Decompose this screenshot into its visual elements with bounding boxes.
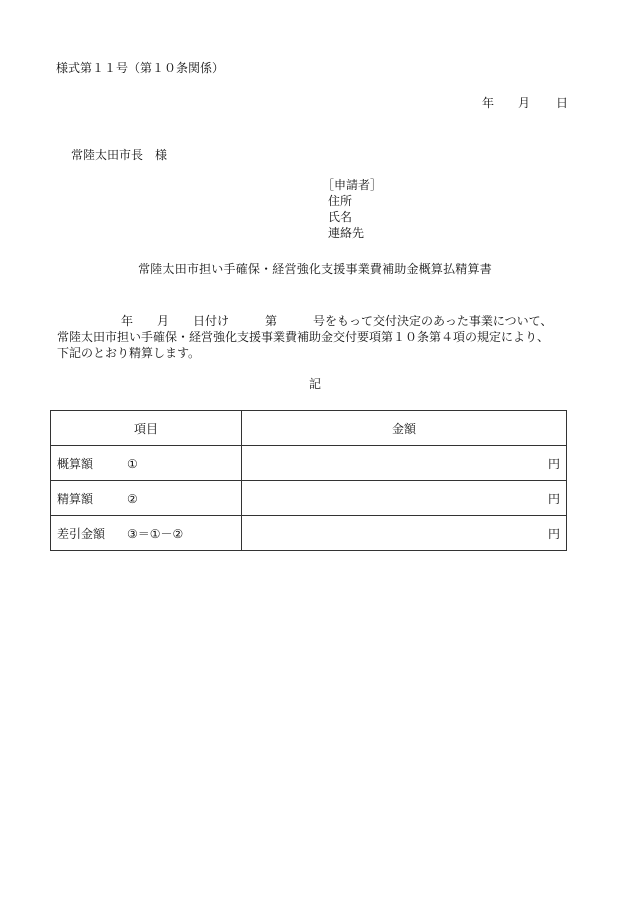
settlement-table	[50, 410, 567, 551]
row-label: 差引金額	[57, 526, 106, 541]
applicant-contact-label: 連絡先	[328, 226, 365, 240]
date-day: 日	[556, 96, 569, 110]
body-line-2: 常陸太田市担い手確保・経営強化支援事業費補助金交付要項第１０条第４項の規定により、	[57, 330, 550, 344]
yen-unit: 円	[547, 526, 560, 541]
applicant-name-label: 氏名	[328, 210, 353, 224]
header-item: 項目	[51, 411, 242, 446]
row-item-cell	[51, 481, 242, 516]
body-line-3: 下記のとおり精算します。	[57, 346, 201, 360]
date-line	[482, 96, 568, 111]
applicant-heading: ［申請者］	[322, 178, 383, 192]
yen-unit: 円	[547, 491, 560, 506]
row-marker: ①	[127, 456, 138, 471]
row-amount-cell	[242, 446, 567, 481]
row-label: 概算額	[57, 456, 94, 471]
row-amount-cell	[242, 481, 567, 516]
table-row	[51, 446, 567, 481]
date-month: 月	[518, 96, 531, 110]
row-amount-cell	[242, 516, 567, 551]
row-marker: ②	[127, 491, 138, 506]
body-line-1: 年 月 日付け 第 号をもって交付決定のあった事業について、	[121, 314, 553, 328]
ki-heading: 記	[308, 377, 321, 391]
date-year: 年	[482, 96, 495, 110]
table-row	[51, 516, 567, 551]
form-number: 様式第１１号（第１０条関係）	[56, 61, 225, 75]
yen-unit: 円	[547, 456, 560, 471]
row-marker: ③＝①－②	[127, 526, 184, 541]
row-item-cell	[51, 446, 242, 481]
row-label: 精算額	[57, 491, 94, 506]
applicant-block	[322, 177, 382, 241]
applicant-address-label: 住所	[328, 194, 353, 208]
table-header-row	[51, 411, 567, 446]
table-row	[51, 481, 567, 516]
addressee: 常陸太田市長 様	[71, 148, 168, 162]
body-text	[57, 313, 552, 361]
document-title: 常陸太田市担い手確保・経営強化支援事業費補助金概算払精算書	[138, 262, 492, 276]
header-amount: 金額	[242, 411, 567, 446]
row-item-cell	[51, 516, 242, 551]
